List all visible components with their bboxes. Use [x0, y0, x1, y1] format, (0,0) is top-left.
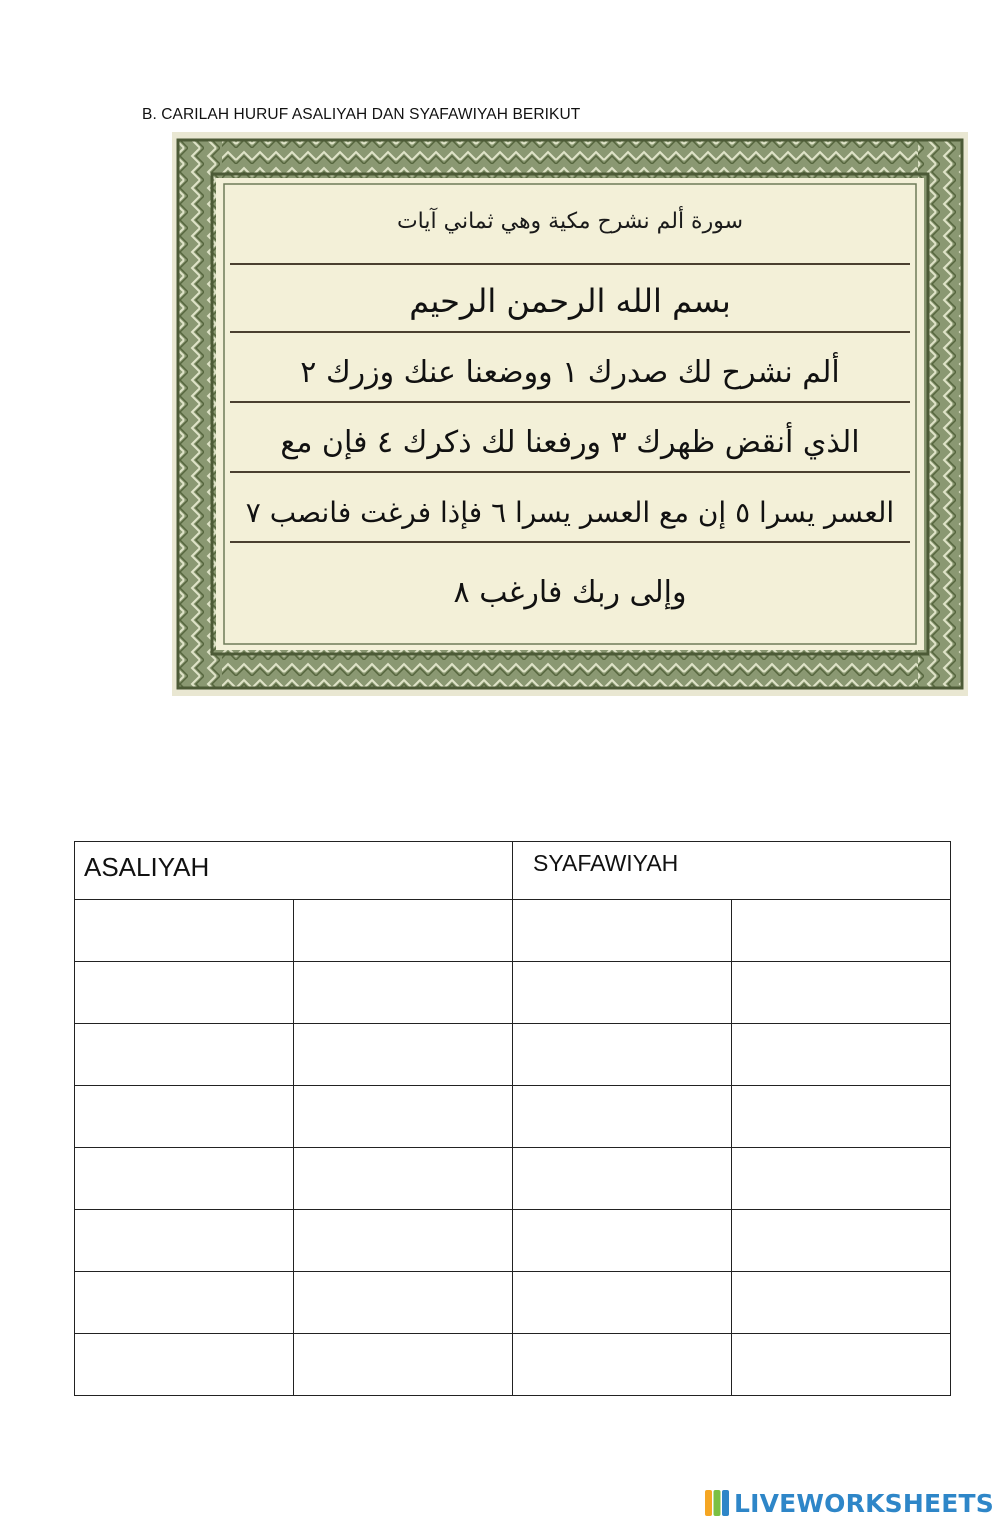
syafawiyah-answer-cell[interactable]	[732, 1272, 951, 1334]
syafawiyah-answer-cell[interactable]	[513, 1148, 732, 1210]
verse-line-3: الذي أنقض ظهرك ٣ ورفعنا لك ذكرك ٤ فإن مع	[280, 425, 860, 460]
syafawiyah-answer-cell[interactable]	[513, 1024, 732, 1086]
syafawiyah-answer-cell[interactable]	[732, 1086, 951, 1148]
asaliyah-answer-cell[interactable]	[294, 1210, 513, 1272]
asaliyah-answer-cell[interactable]	[75, 962, 294, 1024]
table-header-row	[75, 842, 951, 900]
table-row	[75, 1334, 951, 1396]
verse-line-2: ألم نشرح لك صدرك ١ ووضعنا عنك وزرك ٢	[300, 355, 840, 390]
liveworksheets-logo-icon	[704, 1488, 730, 1518]
header-asaliyah: ASALIYAH	[75, 842, 513, 900]
asaliyah-answer-cell[interactable]	[294, 1272, 513, 1334]
asaliyah-answer-cell[interactable]	[75, 1210, 294, 1272]
table-row	[75, 1210, 951, 1272]
asaliyah-answer-cell[interactable]	[294, 1334, 513, 1396]
verse-line-4: العسر يسرا ٥ إن مع العسر يسرا ٦ فإذا فرغت فانصب ٧	[245, 496, 895, 529]
surah-title: سورة ألم نشرح مكية وهي ثماني آيات	[396, 209, 744, 234]
table-row	[75, 1086, 951, 1148]
syafawiyah-answer-cell[interactable]	[513, 900, 732, 962]
table-row	[75, 1272, 951, 1334]
asaliyah-answer-cell[interactable]	[294, 1024, 513, 1086]
table-row	[75, 900, 951, 962]
liveworksheets-branding	[704, 1486, 994, 1520]
answer-table	[74, 841, 951, 1396]
table-row	[75, 1024, 951, 1086]
header-syafawiyah: SYAFAWIYAH	[513, 842, 951, 900]
syafawiyah-answer-cell[interactable]	[513, 1086, 732, 1148]
verse-line-1: بسم الله الرحمن الرحيم	[409, 282, 731, 320]
asaliyah-answer-cell[interactable]	[75, 1024, 294, 1086]
asaliyah-answer-cell[interactable]	[75, 900, 294, 962]
asaliyah-answer-cell[interactable]	[294, 900, 513, 962]
syafawiyah-answer-cell[interactable]	[513, 1210, 732, 1272]
asaliyah-answer-cell[interactable]	[75, 1086, 294, 1148]
syafawiyah-answer-cell[interactable]	[513, 1272, 732, 1334]
syafawiyah-answer-cell[interactable]	[732, 1148, 951, 1210]
quran-surah-image	[172, 132, 968, 696]
liveworksheets-wordmark: LIVEWORKSHEETS	[733, 1488, 994, 1518]
table-row	[75, 962, 951, 1024]
table-row	[75, 1148, 951, 1210]
asaliyah-answer-cell[interactable]	[75, 1148, 294, 1210]
asaliyah-answer-cell[interactable]	[294, 962, 513, 1024]
asaliyah-answer-cell[interactable]	[294, 1148, 513, 1210]
syafawiyah-answer-cell[interactable]	[732, 962, 951, 1024]
instruction-text: B. CARILAH HURUF ASALIYAH DAN SYAFAWIYAH BERIKUT	[142, 106, 581, 123]
asaliyah-answer-cell[interactable]	[75, 1334, 294, 1396]
syafawiyah-answer-cell[interactable]	[732, 900, 951, 962]
verse-line-5: وإلى ربك فارغب ٨	[453, 575, 687, 610]
syafawiyah-answer-cell[interactable]	[513, 1334, 732, 1396]
syafawiyah-answer-cell[interactable]	[732, 1024, 951, 1086]
syafawiyah-answer-cell[interactable]	[732, 1210, 951, 1272]
asaliyah-answer-cell[interactable]	[75, 1272, 294, 1334]
syafawiyah-answer-cell[interactable]	[513, 962, 732, 1024]
asaliyah-answer-cell[interactable]	[294, 1086, 513, 1148]
syafawiyah-answer-cell[interactable]	[732, 1334, 951, 1396]
